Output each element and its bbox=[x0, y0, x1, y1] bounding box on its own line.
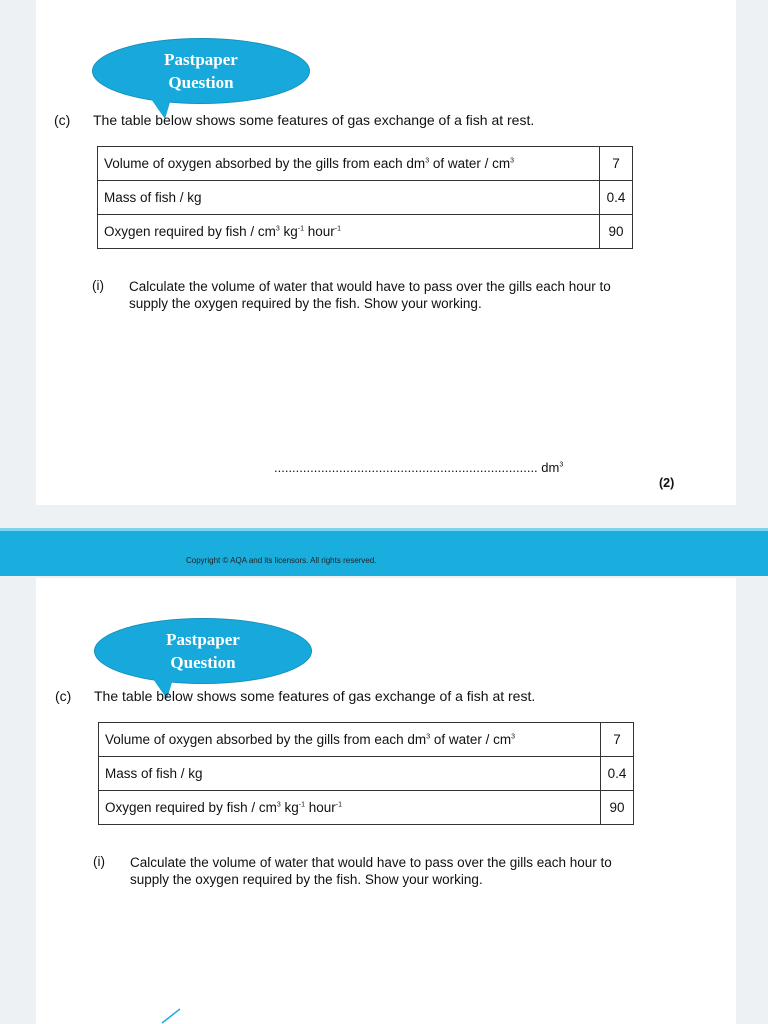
features-table bbox=[98, 722, 634, 825]
row-value: 7 bbox=[600, 147, 633, 181]
sub-question-label: (i) bbox=[92, 278, 104, 293]
divider-bar bbox=[0, 528, 768, 576]
pen-stroke-icon bbox=[160, 1008, 182, 1024]
row-label: Mass of fish / kg bbox=[99, 757, 601, 791]
bubble-line1: Pastpaper bbox=[164, 50, 238, 69]
table-row bbox=[98, 181, 633, 215]
pastpaper-bubble bbox=[94, 618, 312, 684]
table-row bbox=[99, 757, 634, 791]
slide-bottom bbox=[36, 578, 736, 1024]
row-value: 0.4 bbox=[600, 181, 633, 215]
part-label: (c) bbox=[55, 688, 72, 704]
features-table bbox=[97, 146, 633, 249]
part-label: (c) bbox=[54, 112, 71, 128]
row-value: 7 bbox=[601, 723, 634, 757]
row-value: 0.4 bbox=[601, 757, 634, 791]
answer-line: ......................................................................... $dm^3$ bbox=[274, 460, 564, 475]
bubble-line1: Pastpaper bbox=[166, 630, 240, 649]
table-row bbox=[98, 147, 633, 181]
marks: (2) bbox=[659, 476, 675, 490]
sub-question-label: (i) bbox=[93, 854, 105, 869]
question-stem: The table below shows some features of gas exchange of a fish at rest. bbox=[93, 112, 535, 128]
row-label: Oxygen required by fish / $cm^3$ $kg^{-1}$ hour$^{-1}$ bbox=[98, 215, 600, 249]
table-row bbox=[99, 723, 634, 757]
table-row bbox=[98, 215, 633, 249]
sub-question-text: Calculate the volume of water that would have to pass over the gills each hour to supply the oxygen required by the fish. Show your working. bbox=[130, 855, 612, 887]
bubble-line2: Question bbox=[170, 653, 236, 672]
row-value: 90 bbox=[601, 791, 634, 825]
row-label: Volume of oxygen absorbed by the gills from each $dm^3$ of water / $cm^3$ bbox=[98, 147, 600, 181]
row-label: Volume of oxygen absorbed by the gills from each $dm^3$ of water / $cm^3$ bbox=[99, 723, 601, 757]
row-value: 90 bbox=[600, 215, 633, 249]
divider-stripe bbox=[0, 528, 768, 531]
question-stem: The table below shows some features of gas exchange of a fish at rest. bbox=[94, 688, 536, 704]
table-row bbox=[99, 791, 634, 825]
sub-question-text: Calculate the volume of water that would have to pass over the gills each hour to supply the oxygen required by the fish. Show your working. bbox=[129, 279, 611, 311]
row-label: Oxygen required by fish / $cm^3$ $kg^{-1}$ hour$^{-1}$ bbox=[99, 791, 601, 825]
copyright-text: Copyright © AQA and its licensors. All rights reserved. bbox=[186, 556, 377, 565]
pastpaper-bubble bbox=[92, 38, 310, 104]
bubble-line2: Question bbox=[168, 73, 234, 92]
slide-top bbox=[36, 0, 736, 505]
row-label: Mass of fish / kg bbox=[98, 181, 600, 215]
